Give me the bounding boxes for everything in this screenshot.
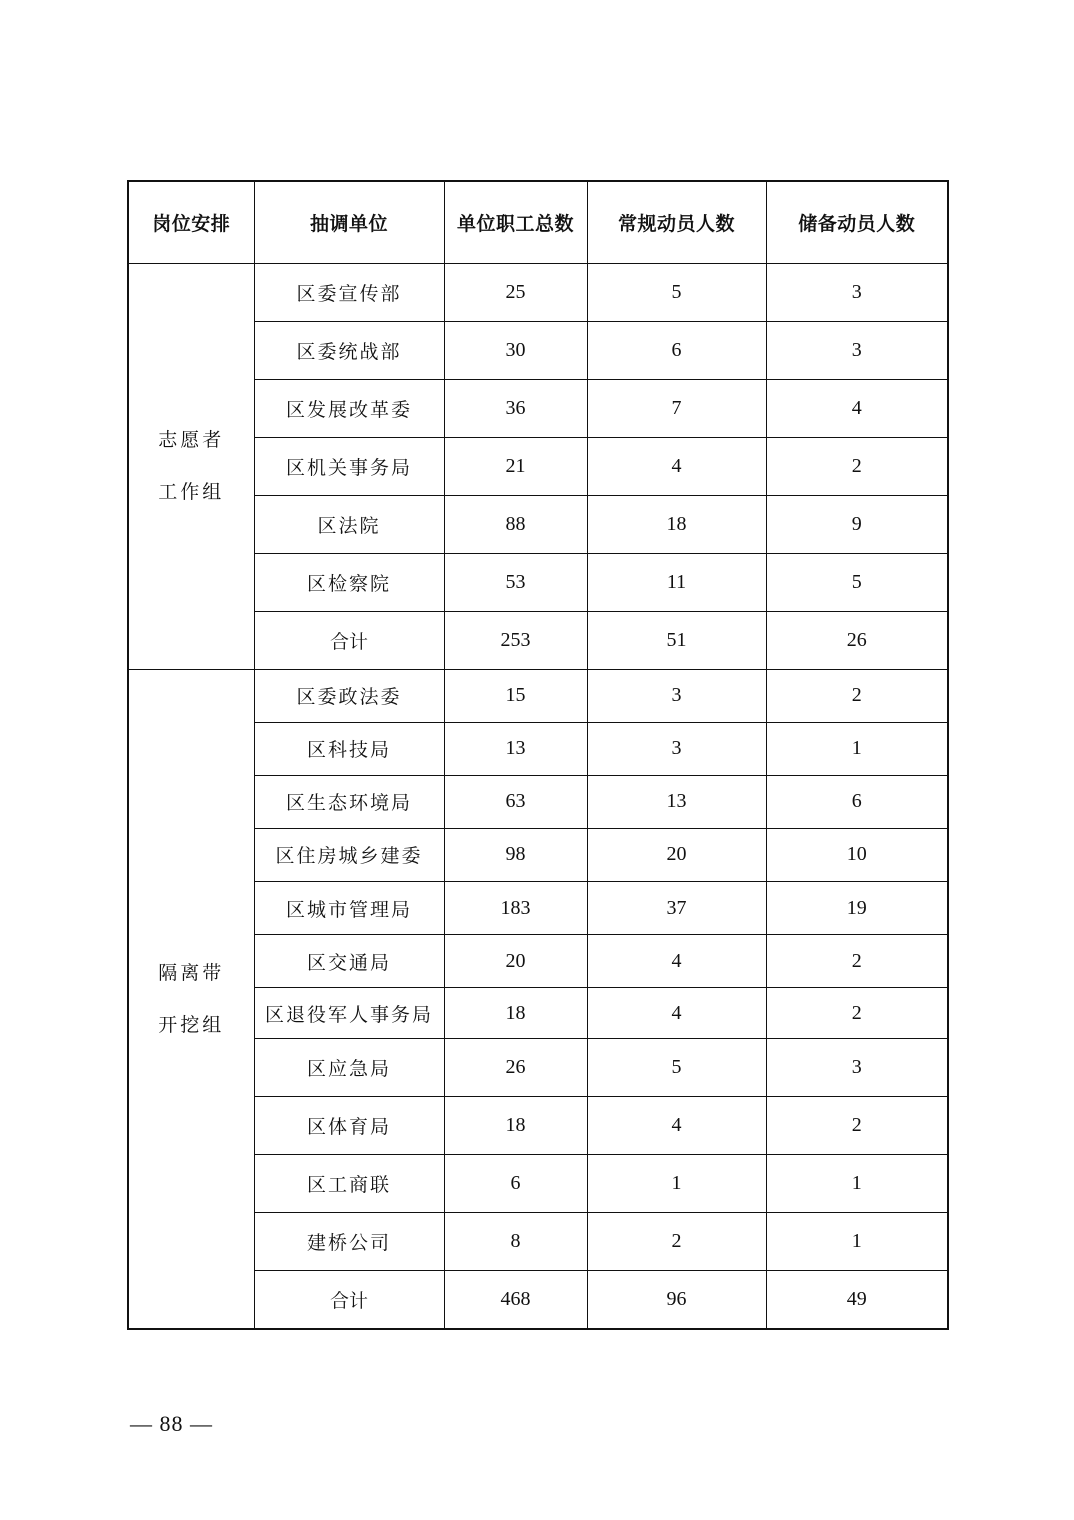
regular-cell: 4 (587, 1097, 766, 1155)
unit-cell: 区体育局 (254, 1097, 444, 1155)
staff-total-cell: 25 (444, 263, 587, 321)
regular-cell: 6 (587, 321, 766, 379)
unit-cell: 区委宣传部 (254, 263, 444, 321)
header-reserve: 储备动员人数 (766, 181, 948, 263)
reserve-cell: 2 (766, 669, 948, 722)
table-row (128, 263, 948, 321)
group-name-cell (128, 263, 254, 669)
regular-cell: 5 (587, 1039, 766, 1097)
subtotal-regular: 51 (587, 611, 766, 669)
reserve-cell: 2 (766, 935, 948, 988)
regular-cell: 7 (587, 379, 766, 437)
staff-total-cell: 53 (444, 553, 587, 611)
subtotal-staff-total: 253 (444, 611, 587, 669)
subtotal-staff-total: 468 (444, 1271, 587, 1329)
staff-total-cell: 30 (444, 321, 587, 379)
header-unit: 抽调单位 (254, 181, 444, 263)
reserve-cell: 1 (766, 1213, 948, 1271)
regular-cell: 4 (587, 935, 766, 988)
regular-cell: 4 (587, 988, 766, 1039)
staff-total-cell: 21 (444, 437, 587, 495)
regular-cell: 1 (587, 1155, 766, 1213)
reserve-cell: 10 (766, 828, 948, 881)
staff-total-cell: 15 (444, 669, 587, 722)
reserve-cell: 9 (766, 495, 948, 553)
group-name-cell (128, 669, 254, 1329)
staff-total-cell: 18 (444, 988, 587, 1039)
reserve-cell: 19 (766, 882, 948, 935)
table-row (128, 669, 948, 722)
regular-cell: 11 (587, 553, 766, 611)
staff-total-cell: 98 (444, 828, 587, 881)
unit-cell: 区住房城乡建委 (254, 828, 444, 881)
staff-total-cell: 88 (444, 495, 587, 553)
unit-cell: 区委政法委 (254, 669, 444, 722)
header-position: 岗位安排 (128, 181, 254, 263)
unit-cell: 区应急局 (254, 1039, 444, 1097)
regular-cell: 18 (587, 495, 766, 553)
unit-cell: 建桥公司 (254, 1213, 444, 1271)
subtotal-reserve: 49 (766, 1271, 948, 1329)
header-regular: 常规动员人数 (587, 181, 766, 263)
reserve-cell: 5 (766, 553, 948, 611)
subtotal-regular: 96 (587, 1271, 766, 1329)
staff-total-cell: 6 (444, 1155, 587, 1213)
staff-total-cell: 36 (444, 379, 587, 437)
reserve-cell: 3 (766, 321, 948, 379)
regular-cell: 37 (587, 882, 766, 935)
group-name-line2: 开挖组 (158, 1013, 225, 1036)
regular-cell: 20 (587, 828, 766, 881)
mobilization-table (127, 180, 949, 1330)
regular-cell: 5 (587, 263, 766, 321)
unit-cell: 区工商联 (254, 1155, 444, 1213)
reserve-cell: 3 (766, 263, 948, 321)
unit-cell: 区检察院 (254, 553, 444, 611)
regular-cell: 3 (587, 669, 766, 722)
staff-total-cell: 26 (444, 1039, 587, 1097)
staff-total-cell: 13 (444, 722, 587, 775)
regular-cell: 4 (587, 437, 766, 495)
unit-cell: 区法院 (254, 495, 444, 553)
reserve-cell: 6 (766, 775, 948, 828)
reserve-cell: 3 (766, 1039, 948, 1097)
staff-total-cell: 8 (444, 1213, 587, 1271)
staff-total-cell: 183 (444, 882, 587, 935)
unit-cell: 区机关事务局 (254, 437, 444, 495)
staff-total-cell: 18 (444, 1097, 587, 1155)
header-row (128, 181, 948, 263)
unit-cell: 区科技局 (254, 722, 444, 775)
staff-total-cell: 20 (444, 935, 587, 988)
page-number: — 88 — (130, 1411, 213, 1436)
regular-cell: 3 (587, 722, 766, 775)
reserve-cell: 1 (766, 1155, 948, 1213)
unit-cell: 区退役军人事务局 (254, 988, 444, 1039)
unit-cell: 区发展改革委 (254, 379, 444, 437)
group-name-line2: 工作组 (158, 481, 225, 504)
unit-cell: 区交通局 (254, 935, 444, 988)
group-name-line1: 隔离带 (158, 961, 225, 984)
group-name-line1: 志愿者 (158, 429, 225, 452)
regular-cell: 13 (587, 775, 766, 828)
subtotal-label: 合计 (254, 611, 444, 669)
reserve-cell: 2 (766, 988, 948, 1039)
unit-cell: 区委统战部 (254, 321, 444, 379)
reserve-cell: 2 (766, 437, 948, 495)
unit-cell: 区城市管理局 (254, 882, 444, 935)
reserve-cell: 2 (766, 1097, 948, 1155)
subtotal-reserve: 26 (766, 611, 948, 669)
reserve-cell: 1 (766, 722, 948, 775)
reserve-cell: 4 (766, 379, 948, 437)
staff-total-cell: 63 (444, 775, 587, 828)
header-staff-total: 单位职工总数 (444, 181, 587, 263)
regular-cell: 2 (587, 1213, 766, 1271)
subtotal-label: 合计 (254, 1271, 444, 1329)
unit-cell: 区生态环境局 (254, 775, 444, 828)
